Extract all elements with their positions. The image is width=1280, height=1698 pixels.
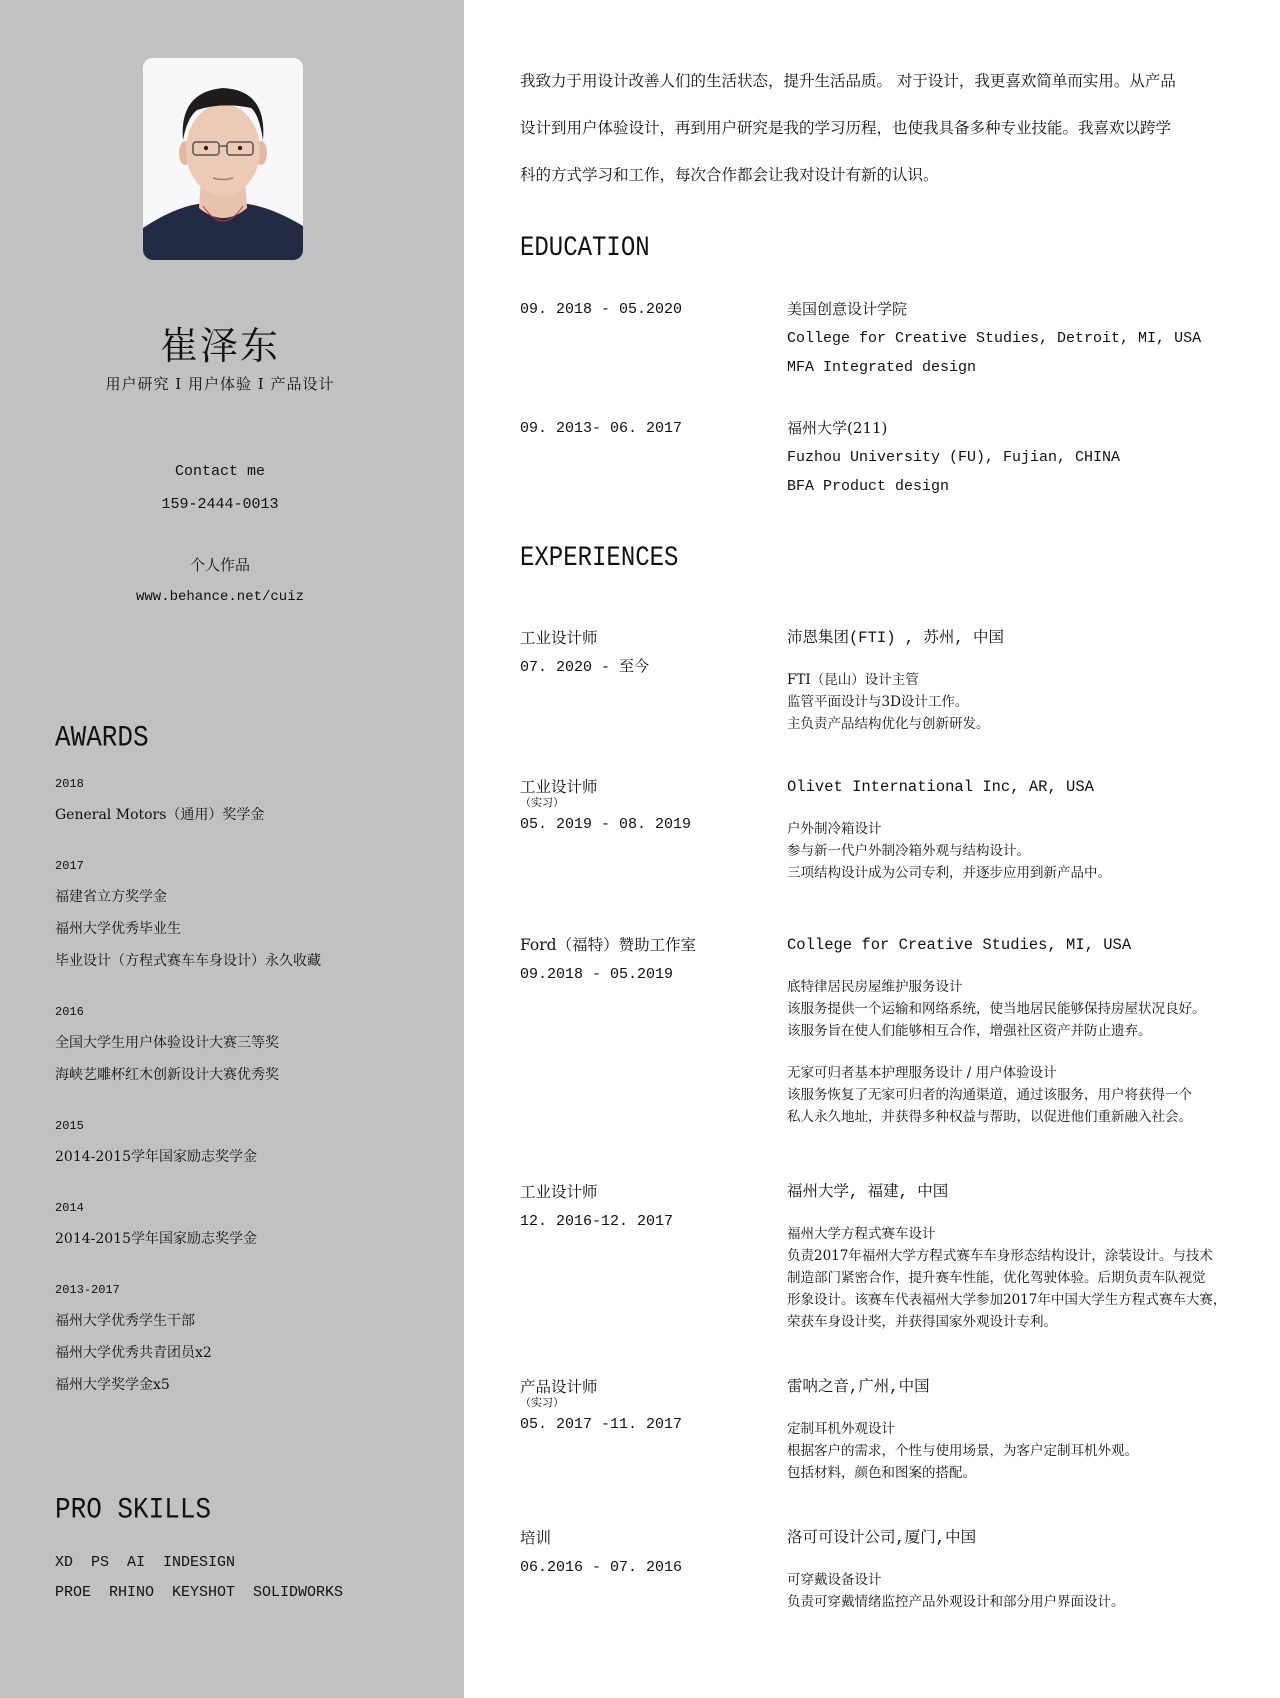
- award-group: [55, 1003, 455, 1091]
- award-item: 福州大学优秀毕业生: [55, 921, 181, 937]
- project-line: 制造部门紧密合作，提升赛车性能，优化驾驶体验。后期负责车队视觉: [787, 1270, 1206, 1286]
- award-year: 2015: [55, 1119, 84, 1133]
- award-item: General Motors（通用）奖学金: [55, 807, 265, 823]
- education-date: 09. 2013- 06. 2017: [520, 420, 683, 437]
- contact-label: Contact me: [174, 463, 265, 480]
- project-line: FTI（昆山）设计主管: [787, 672, 919, 688]
- project-line: 该服务恢复了无家可归者的沟通渠道，通过该服务，用户将获得一个: [787, 1087, 1192, 1103]
- project: [787, 669, 1267, 735]
- project-line: 定制耳机外观设计: [787, 1421, 895, 1437]
- company-name: Olivet International Inc, AR, USA: [787, 778, 1094, 796]
- project-line: 根据客户的需求，个性与使用场景，为客户定制耳机外观。: [787, 1443, 1138, 1459]
- project-line: 可穿戴设备设计: [787, 1572, 882, 1588]
- school-name-cn: 福州大学(211): [787, 419, 888, 437]
- project-line: 无家可归者基本护理服务设计 / 用户体验设计: [787, 1065, 1057, 1081]
- intro-paragraph: [520, 58, 1250, 199]
- job-date: 09.2018 - 05.2019: [520, 966, 674, 983]
- awards-heading: AWARDS: [55, 720, 149, 755]
- award-item: 福建省立方奖学金: [55, 889, 167, 905]
- project-line: 该服务旨在使人们能够相互合作，增强社区资产并防止遗弃。: [787, 1023, 1152, 1039]
- award-year: 2013-2017: [55, 1283, 120, 1297]
- candidate-name: 崔泽东: [159, 324, 280, 368]
- experiences-heading: EXPERIENCES: [520, 543, 679, 575]
- award-year: 2016: [55, 1005, 84, 1019]
- job-date: 07. 2020 - 至今: [520, 659, 650, 676]
- school-name-en: College for Creative Studies, Detroit, MI, USA: [787, 330, 1202, 347]
- project: [787, 1062, 1267, 1128]
- project-line: 底特律居民房屋维护服务设计: [787, 979, 963, 995]
- company-name: 福州大学, 福建, 中国: [787, 1183, 949, 1201]
- job-role: Ford（福特）赞助工作室: [520, 936, 697, 954]
- skills-row: XD PS AI INDESIGN: [55, 1554, 236, 1571]
- job-role: 产品设计师: [520, 1378, 598, 1396]
- degree: BFA Product design: [787, 478, 950, 495]
- person-portrait-icon: [143, 58, 303, 260]
- project-line: 负责2017年福州大学方程式赛车车身形态结构设计，涂装设计。与技术: [787, 1248, 1213, 1264]
- degree: MFA Integrated design: [787, 359, 977, 376]
- award-year: 2014: [55, 1201, 84, 1215]
- job-date: 06.2016 - 07. 2016: [520, 1559, 683, 1576]
- skills-heading: PRO SKILLS: [55, 1492, 212, 1527]
- job-role-note: （实习）: [520, 796, 564, 809]
- award-group: [55, 857, 455, 977]
- intro-line: 我致力于用设计改善人们的生活状态，提升生活品质。 对于设计，我更喜欢简单而实用。从产品: [520, 72, 1176, 90]
- job-role-note: （实习）: [520, 1396, 564, 1409]
- award-item: 福州大学优秀学生干部: [55, 1313, 195, 1329]
- project: [787, 818, 1267, 884]
- job-role: 工业设计师: [520, 778, 598, 796]
- project-line: 户外制冷箱设计: [787, 821, 882, 837]
- project-line: 参与新一代户外制冷箱外观与结构设计。: [787, 843, 1030, 859]
- award-item: 海峡艺雕杯红木创新设计大赛优秀奖: [55, 1067, 279, 1083]
- candidate-title: 用户研究 I 用户体验 I 产品设计: [105, 375, 335, 393]
- project-line: 负责可穿戴情绪监控产品外观设计和部分用户界面设计。: [787, 1594, 1125, 1610]
- job-role: 工业设计师: [520, 1183, 598, 1201]
- school-name-cn: 美国创意设计学院: [787, 300, 908, 318]
- award-group: [55, 775, 455, 831]
- awards-list: [55, 775, 455, 1427]
- intro-line: 科的方式学习和工作，每次合作都会让我对设计有新的认识。: [520, 166, 939, 184]
- project: [787, 1569, 1267, 1613]
- project: [787, 976, 1267, 1042]
- award-year: 2018: [55, 777, 84, 791]
- award-item: 2014-2015学年国家励志奖学金: [55, 1149, 257, 1165]
- award-item: 2014-2015学年国家励志奖学金: [55, 1231, 257, 1247]
- project-line: 包括材料，颜色和图案的搭配。: [787, 1465, 976, 1481]
- job-role: 工业设计师: [520, 629, 598, 647]
- school-name-en: Fuzhou University (FU), Fujian, CHINA: [787, 449, 1121, 466]
- project-line: 形象设计。该赛车代表福州大学参加2017年中国大学生方程式赛车大赛，: [787, 1292, 1227, 1308]
- award-group: [55, 1199, 455, 1255]
- skills-list: [55, 1548, 343, 1608]
- company-name: 雷呐之音,广州,中国: [787, 1378, 930, 1396]
- project-line: 主负责产品结构优化与创新研发。: [787, 716, 990, 732]
- project: [787, 1223, 1267, 1333]
- company-name: College for Creative Studies, MI, USA: [787, 936, 1132, 954]
- project-line: 三项结构设计成为公司专利，并逐步应用到新产品中。: [787, 865, 1111, 881]
- award-item: 福州大学优秀共青团员x2: [55, 1345, 212, 1361]
- award-item: 福州大学奖学金x5: [55, 1377, 170, 1393]
- project-line: 荣获车身设计奖，并获得国家外观设计专利。: [787, 1314, 1057, 1330]
- award-year: 2017: [55, 859, 84, 873]
- company-name: 洛可可设计公司,厦门,中国: [787, 1529, 977, 1547]
- skills-row: PROE RHINO KEYSHOT SOLIDWORKS: [55, 1584, 344, 1601]
- project-line: 私人永久地址，并获得多种权益与帮助，以促进他们重新融入社会。: [787, 1109, 1192, 1125]
- job-role: 培训: [520, 1529, 552, 1547]
- job-date: 05. 2019 - 08. 2019: [520, 816, 692, 833]
- sidebar: [0, 0, 464, 1698]
- project-line: 监管平面设计与3D设计工作。: [787, 694, 969, 710]
- job-date: 12. 2016-12. 2017: [520, 1213, 674, 1230]
- award-group: [55, 1281, 455, 1401]
- phone-number[interactable]: 159-2444-0013: [161, 496, 279, 513]
- intro-line: 设计到用户体验设计，再到用户研究是我的学习历程，也使我具备多种专业技能。我喜欢以跨学: [520, 119, 1172, 137]
- project-line: 福州大学方程式赛车设计: [787, 1226, 936, 1242]
- education-heading: EDUCATION: [520, 233, 650, 265]
- portfolio-label: 个人作品: [189, 556, 250, 574]
- award-item: 毕业设计（方程式赛车车身设计）永久收藏: [55, 953, 321, 969]
- award-group: [55, 1117, 455, 1173]
- project-line: 该服务提供一个运输和网络系统，使当地居民能够保持房屋状况良好。: [787, 1001, 1206, 1017]
- job-date: 05. 2017 -11. 2017: [520, 1416, 683, 1433]
- profile-photo: [143, 58, 303, 260]
- portfolio-link[interactable]: www.behance.net/cuiz: [135, 589, 305, 605]
- project: [787, 1418, 1267, 1484]
- education-date: 09. 2018 - 05.2020: [520, 301, 683, 318]
- company-name: 沛恩集团(FTI) , 苏州, 中国: [787, 629, 1005, 647]
- award-item: 全国大学生用户体验设计大赛三等奖: [55, 1035, 279, 1051]
